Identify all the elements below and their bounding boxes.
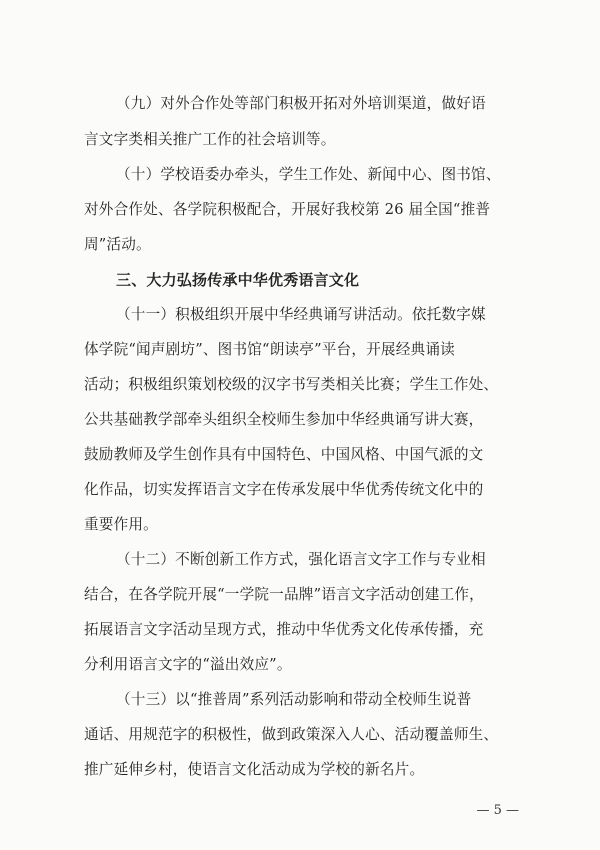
paragraph-11-line-7: 重要作用。	[84, 516, 158, 533]
paragraph-11-line-2: 体学院“闻声剧坊”、图书馆“朗读亭”平台，开展经典诵读	[84, 341, 455, 358]
paragraph-10-line-1: （十）学校语委办牵头，学生工作处、新闻中心、图书馆、	[116, 166, 501, 183]
paragraph-11-line-1: （十一）积极组织开展中华经典诵写讲活动。依托数字媒	[116, 306, 486, 323]
paragraph-12-line-4: 分利用语言文字的“溢出效应”。	[84, 656, 292, 673]
paragraph-12-line-1: （十二）不断创新工作方式，强化语言文字工作与专业相	[116, 551, 486, 568]
paragraph-13-line-3: 推广延伸乡村，使语言文化活动成为学校的新名片。	[84, 761, 425, 778]
paragraph-11-line-3: 活动；积极组织策划校级的汉字书写类相关比赛；学生工作处、	[84, 376, 499, 393]
paragraph-12-line-2: 结合，在各学院开展“一学院一品牌”语言文字活动创建工作，	[84, 586, 484, 603]
paragraph-10-line-2: 对外合作处、各学院积极配合，开展好我校第 26 届全国“推普	[84, 201, 491, 218]
paragraph-11-line-6: 化作品，切实发挥语言文字在传承发展中华优秀传统文化中的	[84, 481, 484, 498]
paragraph-11-line-4: 公共基础教学部牵头组织全校师生参加中华经典诵写讲大赛，	[84, 411, 484, 428]
paragraph-9-line-2: 言文字类相关推广工作的社会培训等。	[84, 131, 336, 148]
paragraph-11-line-5: 鼓励教师及学生创作具有中国特色、中国风格、中国气派的文	[84, 446, 484, 463]
page-number: — 5 —	[476, 803, 519, 818]
paragraph-9-line-1: （九）对外合作处等部门积极开拓对外培训渠道，做好语	[116, 95, 486, 112]
paragraph-10-line-3: 周”活动。	[84, 236, 151, 253]
paragraph-13-line-1: （十三）以“推普周”系列活动影响和带动全校师生说普	[116, 691, 472, 708]
section-heading-3: 三、大力弘扬传承中华优秀语言文化	[116, 271, 360, 289]
paragraph-13-line-2: 通话、用规范字的积极性，做到政策深入人心、活动覆盖师生、	[84, 726, 499, 743]
paragraph-12-line-3: 拓展语言文字活动呈现方式，推动中华优秀文化传承传播，充	[84, 621, 484, 638]
